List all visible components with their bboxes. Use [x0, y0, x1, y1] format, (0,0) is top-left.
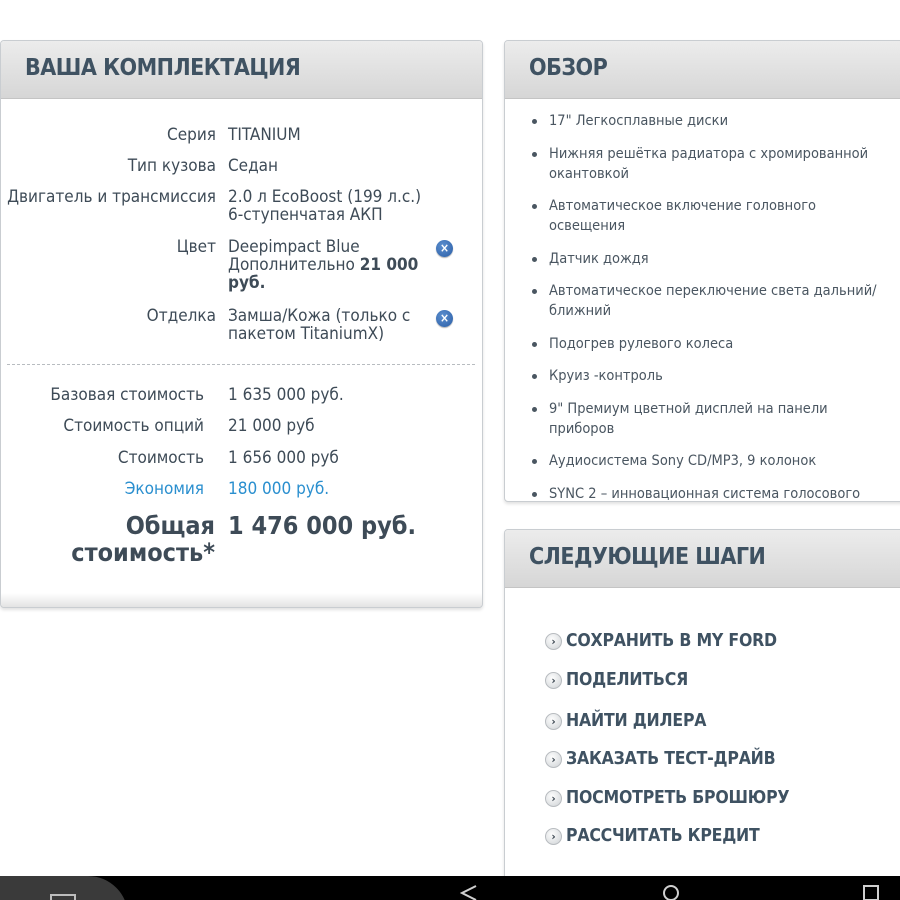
spec-value: TITANIUM: [228, 125, 301, 145]
price-label: Базовая стоимость: [50, 385, 204, 405]
chevron-right-icon: ›: [545, 672, 562, 689]
spec-value: Замша/Кожа (только с пакетом TitaniumX): [228, 306, 411, 344]
price-label: Стоимость: [117, 448, 204, 468]
overview-title: ОБЗОР: [505, 41, 900, 99]
back-icon[interactable]: [460, 884, 478, 900]
system-nav-bar: [0, 876, 900, 900]
divider: [7, 364, 475, 365]
spec-value: [228, 238, 428, 292]
color-extra-prefix: Дополнительно: [228, 255, 360, 275]
recent-apps-tab[interactable]: [0, 876, 128, 900]
remove-icon[interactable]: ×: [436, 310, 453, 327]
save-to-my-ford-link[interactable]: [545, 629, 777, 653]
home-icon[interactable]: [662, 884, 680, 900]
view-brochure-link[interactable]: [545, 786, 789, 810]
color-value: Deepimpact Blue: [228, 237, 360, 257]
step-label: ЗАКАЗАТЬ ТЕСТ-ДРАЙВ: [566, 749, 776, 769]
recents-icon[interactable]: [862, 884, 880, 900]
next-steps-panel: [504, 529, 900, 891]
list-item: Аудиосистема Sony CD/MP3, 9 колонок: [549, 451, 879, 471]
spec-label: Двигатель и трансмиссия: [7, 187, 216, 207]
chevron-right-icon: ›: [545, 790, 562, 807]
remove-icon[interactable]: ×: [436, 240, 453, 257]
list-item: 17" Легкосплавные диски: [549, 111, 879, 131]
chevron-right-icon: ›: [545, 828, 562, 845]
list-item: Круиз -контроль: [549, 366, 879, 386]
spec-label: Серия: [167, 125, 216, 145]
step-label: СОХРАНИТЬ В MY FORD: [566, 631, 777, 651]
step-label: РАССЧИТАТЬ КРЕДИТ: [566, 826, 760, 846]
total-label: Общая стоимость*: [71, 511, 215, 567]
test-drive-link[interactable]: [545, 747, 775, 771]
color-extra-price: 21 000 руб.: [228, 255, 419, 293]
price-label: Экономия: [124, 479, 204, 499]
price-label: Стоимость опций: [63, 416, 204, 436]
step-label: НАЙТИ ДИЛЕРА: [566, 711, 707, 731]
list-item: Автоматическое переключение света дальний/ ближний: [549, 281, 879, 321]
step-label: ПОДЕЛИТЬСЯ: [566, 670, 689, 690]
price-value: 1 635 000 руб.: [228, 385, 344, 405]
configuration-title: ВАША КОМПЛЕКТАЦИЯ: [1, 41, 482, 99]
chevron-right-icon: ›: [545, 633, 562, 650]
price-value: 21 000 руб: [228, 416, 315, 436]
panel-bottom-fade: [1, 593, 482, 607]
app-tab-icon: [50, 894, 76, 900]
spec-label: Тип кузова: [127, 156, 216, 176]
spec-value: 2.0 л EcoBoost (199 л.с.) 6-ступенчатая АКП: [228, 187, 422, 225]
spec-value: Седан: [228, 156, 279, 176]
price-value: 1 656 000 руб: [228, 448, 339, 468]
share-link[interactable]: [545, 668, 688, 692]
overview-panel: [504, 40, 900, 502]
chevron-right-icon: ›: [545, 713, 562, 730]
next-steps-title: СЛЕДУЮЩИЕ ШАГИ: [505, 530, 900, 588]
list-item: 9" Премиум цветной дисплей на панели приборов: [549, 399, 879, 439]
overview-list[interactable]: [505, 111, 879, 502]
spec-label: Отделка: [146, 306, 216, 326]
spec-label: Цвет: [176, 237, 216, 257]
chevron-right-icon: ›: [545, 751, 562, 768]
calculate-credit-link[interactable]: [545, 824, 760, 848]
list-item: Нижняя решётка радиатора с хромированной окантовкой: [549, 144, 879, 184]
list-item: SYNC 2 – инновационная система голосового: [549, 484, 879, 503]
total-value: 1 476 000 руб.: [228, 511, 417, 540]
step-label: ПОСМОТРЕТЬ БРОШЮРУ: [566, 788, 790, 808]
list-item: Датчик дождя: [549, 249, 879, 269]
price-value: 180 000 руб.: [228, 479, 330, 499]
list-item: Подогрев рулевого колеса: [549, 334, 879, 354]
find-dealer-link[interactable]: [545, 709, 706, 733]
configuration-panel: [0, 40, 483, 608]
list-item: Автоматическое включение головного освещения: [549, 196, 879, 236]
